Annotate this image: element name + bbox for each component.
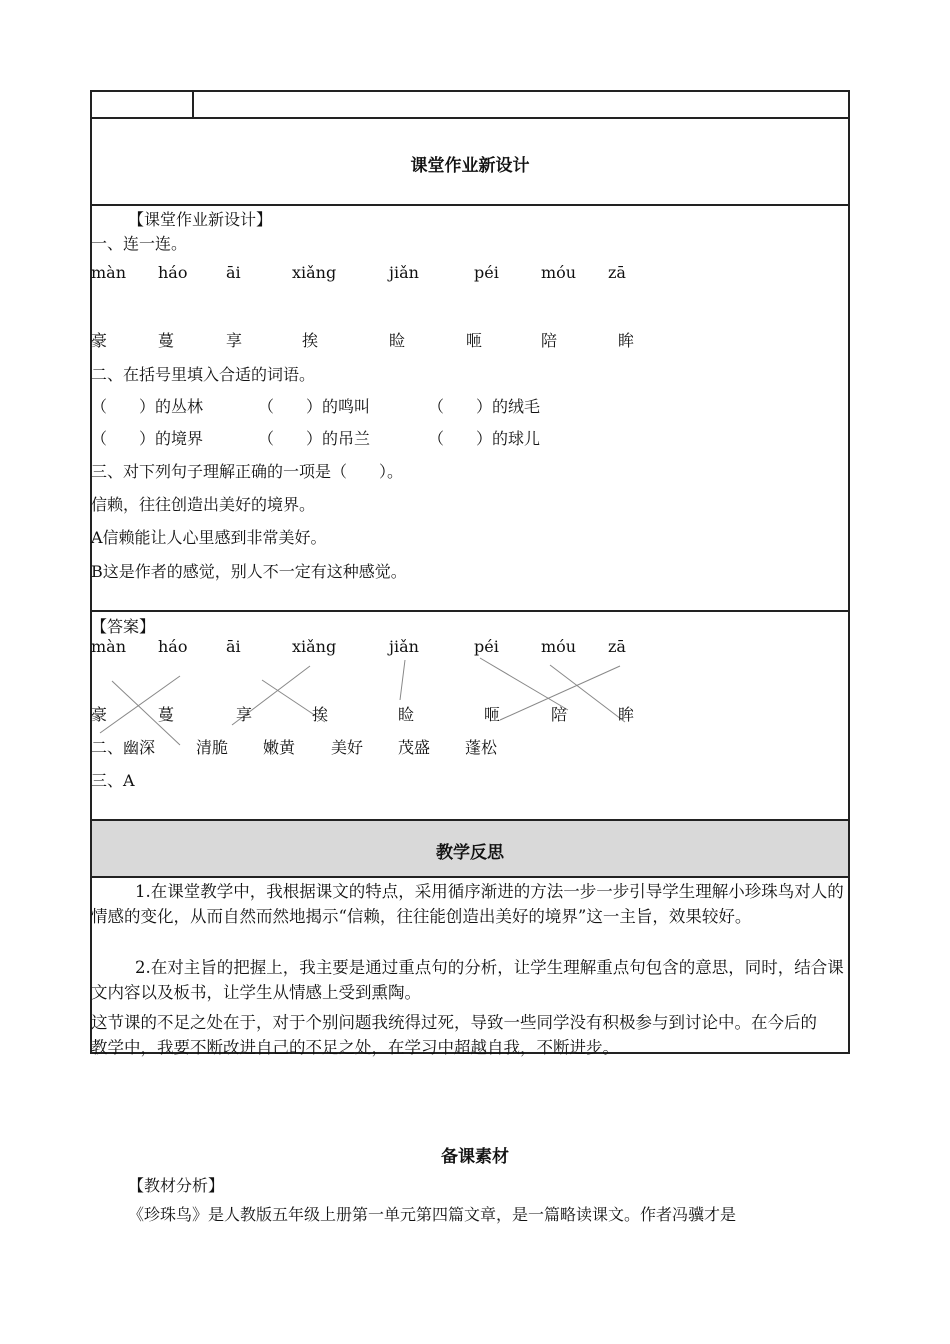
answer-pinyin-6: péi — [474, 637, 499, 656]
question-3: 三、对下列句子理解正确的一项是（ ）。 — [91, 462, 404, 481]
answer-char-5: 睑 — [398, 705, 415, 724]
material-text: 《珍珠鸟》是人教版五年级上册第一单元第四篇文章，是一篇略读课文。作者冯骥才是 — [128, 1205, 737, 1224]
pinyin-7: móu — [541, 263, 577, 282]
answer-char-6: 咂 — [484, 705, 501, 724]
blank-1-1: （ ）的丛林 — [91, 397, 204, 416]
question-1: 一、连一连。 — [91, 234, 188, 253]
blank-1-2: （ ）的鸣叫 — [258, 397, 371, 416]
answer-char-2: 蔓 — [158, 705, 175, 724]
pinyin-1: màn — [91, 263, 127, 282]
row-divider — [90, 819, 850, 821]
answer-pinyin-1: màn — [91, 637, 127, 656]
row-divider — [90, 117, 850, 119]
reflection-paragraph-2: 2.在对主旨的把握上，我主要是通过重点句的分析，让学生理解重点句包含的意思，同时，结合课文内容以及板书，让学生从情感上受到熏陶。 — [91, 958, 844, 1002]
answer-2-label: 二、幽深 — [91, 738, 156, 757]
char-2: 蔓 — [158, 331, 175, 350]
option-a: A信赖能让人心里感到非常美好。 — [91, 528, 327, 547]
answer-char-7: 陪 — [551, 705, 568, 724]
answer-pinyin-7: móu — [541, 637, 577, 656]
answer-pinyin-5: jiǎn — [389, 637, 419, 656]
question-2: 二、在括号里填入合适的词语。 — [91, 365, 316, 384]
answer-2-word-5: 蓬松 — [465, 738, 498, 757]
row-divider — [90, 204, 850, 206]
pinyin-8: zā — [608, 263, 626, 282]
answer-char-3: 享 — [236, 705, 253, 724]
answer-2-word-2: 嫩黄 — [263, 738, 296, 757]
answer-char-8: 眸 — [618, 705, 635, 724]
answer-pinyin-8: zā — [608, 637, 626, 656]
char-6: 咂 — [466, 331, 483, 350]
pinyin-6: péi — [474, 263, 499, 282]
cell-divider — [192, 90, 194, 118]
blank-2-3: （ ）的球儿 — [428, 429, 541, 448]
match-line — [400, 660, 405, 700]
reflection-paragraph-1: 1.在课堂教学中，我根据课文的特点，采用循序渐进的方法一步一步引导学生理解小珍珠鸟对人的情感的变化，从而自然而然地揭示“信赖，往往能创造出美好的境界”这一主旨，效果较好。 — [91, 882, 844, 926]
pinyin-4: xiǎng — [292, 263, 337, 282]
material-title: 备课素材 — [441, 1147, 509, 1167]
char-7: 陪 — [541, 331, 558, 350]
answer-3: 三、A — [91, 771, 135, 790]
answer-2-word-3: 美好 — [331, 738, 364, 757]
quoted-sentence: 信赖，往往创造出美好的境界。 — [91, 495, 316, 514]
pinyin-5: jiǎn — [389, 263, 419, 282]
answer-pinyin-2: háo — [158, 637, 188, 656]
table-border-right — [848, 90, 850, 1054]
answer-2-word-4: 茂盛 — [398, 738, 431, 757]
char-5: 睑 — [389, 331, 406, 350]
answer-char-1: 豪 — [91, 705, 108, 724]
row-divider — [90, 610, 850, 612]
option-b: B这是作者的感觉，别人不一定有这种感觉。 — [91, 562, 407, 581]
blank-2-1: （ ）的境界 — [91, 429, 204, 448]
section-title-homework: 课堂作业新设计 — [410, 156, 530, 176]
char-1: 豪 — [91, 331, 108, 350]
pinyin-3: āi — [226, 263, 241, 282]
table-border-top — [90, 90, 850, 92]
blank-2-2: （ ）的吊兰 — [258, 429, 371, 448]
exercise-heading: 【课堂作业新设计】 — [128, 210, 273, 229]
char-4: 挨 — [302, 331, 319, 350]
answer-char-4: 挨 — [312, 705, 329, 724]
answer-2-word-1: 清脆 — [196, 738, 229, 757]
reflection-paragraph-3: 这节课的不足之处在于，对于个别问题我统得过死，导致一些同学没有积极参与到讨论中。在今后的教学中，我要不断改进自己的不足之处，在学习中超越自我，不断进步。 — [91, 1013, 817, 1057]
section-title-reflection: 教学反思 — [436, 843, 504, 863]
blank-1-3: （ ）的绒毛 — [428, 397, 541, 416]
row-divider — [90, 876, 850, 878]
char-8: 眸 — [618, 331, 635, 350]
answer-pinyin-3: āi — [226, 637, 241, 656]
answers-heading: 【答案】 — [91, 617, 156, 636]
answer-pinyin-4: xiǎng — [292, 637, 337, 656]
char-3: 享 — [226, 331, 243, 350]
material-heading: 【教材分析】 — [128, 1176, 225, 1195]
pinyin-2: háo — [158, 263, 188, 282]
